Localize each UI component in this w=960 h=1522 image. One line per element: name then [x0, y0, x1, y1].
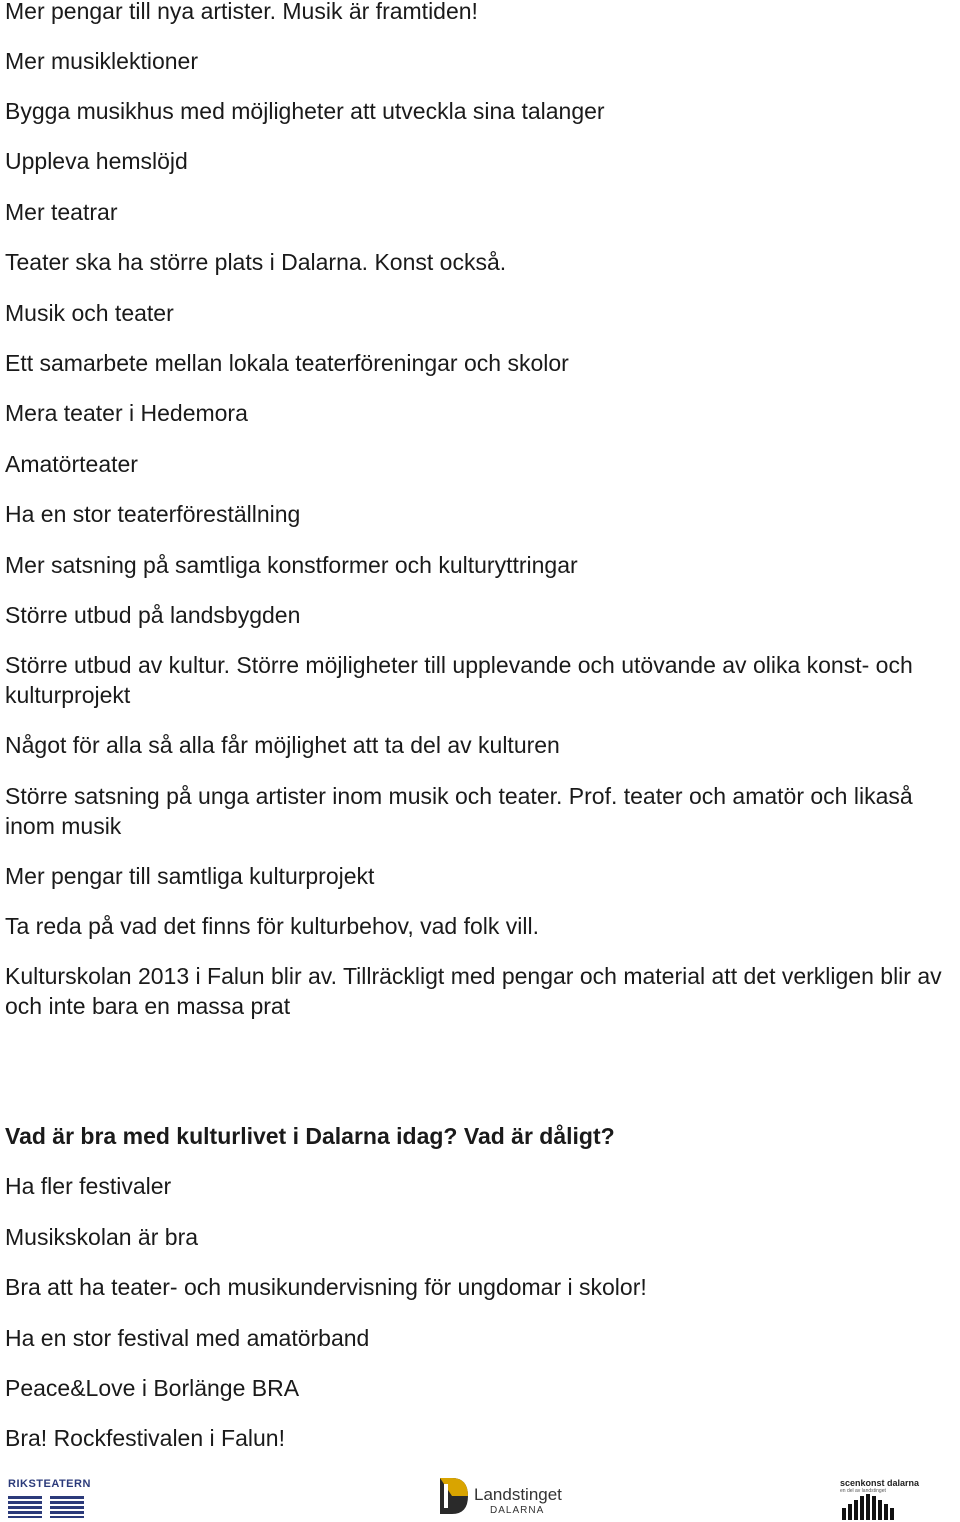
section-heading: Vad är bra med kulturlivet i Dalarna idag? Vad är dåligt?	[5, 1123, 615, 1149]
footer-logos	[0, 1470, 960, 1522]
scenkonst-logo-text: scenkonst dalarna	[840, 1478, 920, 1488]
landstinget-logo-subtext: DALARNA	[490, 1505, 545, 1516]
riksteatern-logo	[8, 1478, 91, 1520]
text-line: Teater ska ha större plats i Dalarna. Konst också.	[5, 249, 507, 275]
text-line: Större utbud av kultur. Större möjligheter till upplevande och utövande av olika konst- och kulturprojekt	[5, 652, 913, 708]
text-line: Mer teatrar	[5, 199, 118, 225]
answer-line: Bra att ha teater- och musikundervisning för ungdomar i skolor!	[5, 1274, 647, 1300]
landstinget-logo-text: Landstinget	[474, 1485, 562, 1504]
answer-line: Peace&Love i Borlänge BRA	[5, 1375, 300, 1401]
answer-line: Bra! Rockfestivalen i Falun!	[5, 1425, 285, 1451]
text-line: Något för alla så alla får möjlighet att ta del av kulturen	[5, 732, 560, 758]
text-line: Mer satsning på samtliga konstformer och kulturyttringar	[5, 552, 578, 578]
answer-line: Ha fler festivaler	[5, 1173, 172, 1199]
text-line: Mer pengar till samtliga kulturprojekt	[5, 863, 375, 889]
landstinget-emblem-icon	[438, 1476, 470, 1516]
text-line: Kulturskolan 2013 i Falun blir av. Tillräckligt med pengar och material att det verkligen blir av och inte bara en massa prat	[5, 963, 942, 1019]
text-line: Mera teater i Hedemora	[5, 400, 248, 426]
scenkonst-bars-icon	[842, 1494, 896, 1520]
text-line: Musik och teater	[5, 300, 174, 326]
text-line: Bygga musikhus med möjligheter att utveckla sina talanger	[5, 98, 605, 124]
text-line: Mer pengar till nya artister. Musik är framtiden!	[5, 0, 478, 24]
riksteatern-stripes-icon	[8, 1496, 84, 1518]
text-line: Amatörteater	[5, 451, 138, 477]
answer-line: Ha en stor festival med amatörband	[5, 1325, 370, 1351]
text-line: Ha en stor teaterföreställning	[5, 501, 301, 527]
answer-line: Musikskolan är bra	[5, 1224, 199, 1250]
riksteatern-logo-text: RIKSTEATERN	[8, 1478, 91, 1490]
text-line: Ett samarbete mellan lokala teaterföreningar och skolor	[5, 350, 569, 376]
text-line: Mer musiklektioner	[5, 48, 198, 74]
text-line: Uppleva hemslöjd	[5, 148, 188, 174]
scenkonst-logo-subtext: en del av landstinget	[840, 1488, 886, 1494]
scenkonst-logo	[840, 1478, 920, 1520]
text-line: Större utbud på landsbygden	[5, 602, 301, 628]
text-line: Ta reda på vad det finns för kulturbehov, vad folk vill.	[5, 913, 539, 939]
text-line: Större satsning på unga artister inom musik och teater. Prof. teater och amatör och likaså inom musik	[5, 783, 913, 839]
landstinget-logo	[438, 1476, 562, 1520]
